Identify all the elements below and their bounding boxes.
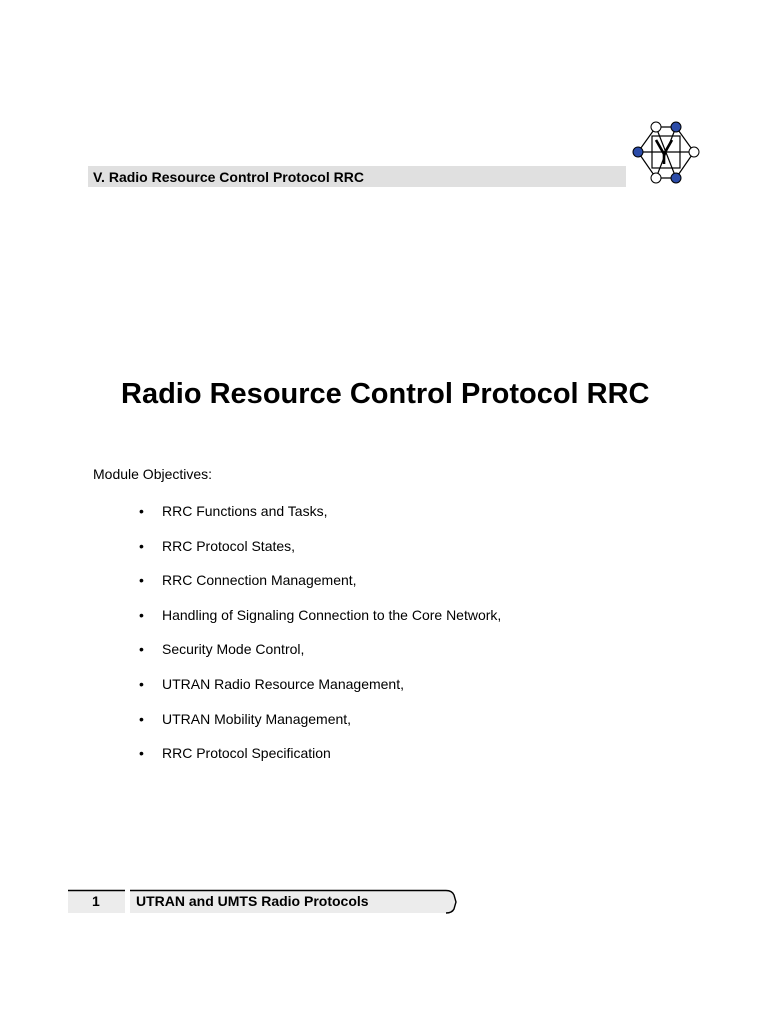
list-item [139, 710, 501, 745]
list-item-text: RRC Protocol States, [162, 537, 296, 554]
page-number: 1 [92, 893, 100, 909]
list-item-text: RRC Protocol Specification [162, 745, 331, 762]
bullet-icon: • [139, 572, 144, 589]
bullet-icon: • [139, 675, 144, 692]
bullet-icon: • [139, 745, 144, 762]
bullet-icon: • [139, 641, 144, 658]
list-item [139, 640, 501, 675]
section-header-title: V. Radio Resource Control Protocol RRC [93, 169, 364, 185]
bullet-icon: • [139, 537, 144, 554]
list-item-text: RRC Functions and Tasks, [162, 503, 328, 519]
list-item [139, 502, 501, 537]
list-item-text: UTRAN Radio Resource Management, [162, 675, 404, 692]
bullet-icon: • [139, 606, 144, 623]
objectives-list [139, 502, 501, 779]
list-item [139, 571, 501, 606]
objectives-label: Module Objectives: [93, 466, 213, 482]
list-item-text: RRC Connection Management, [162, 572, 357, 589]
page-footer [68, 887, 460, 917]
page-title: Radio Resource Control Protocol RRC [121, 378, 650, 410]
bullet-icon: • [139, 503, 144, 519]
bullet-icon: • [139, 710, 144, 727]
list-item-text: Handling of Signaling Connection to the Core Network, [162, 606, 502, 623]
list-item [139, 606, 501, 641]
list-item-text: Security Mode Control, [162, 641, 305, 658]
list-item [139, 744, 501, 779]
section-header-bar [88, 166, 626, 187]
network-x-logo-icon [628, 118, 700, 186]
footer-course-title: UTRAN and UMTS Radio Protocols [136, 893, 369, 909]
list-item [139, 537, 501, 572]
list-item [139, 675, 501, 710]
list-item-text: UTRAN Mobility Management, [162, 710, 352, 727]
